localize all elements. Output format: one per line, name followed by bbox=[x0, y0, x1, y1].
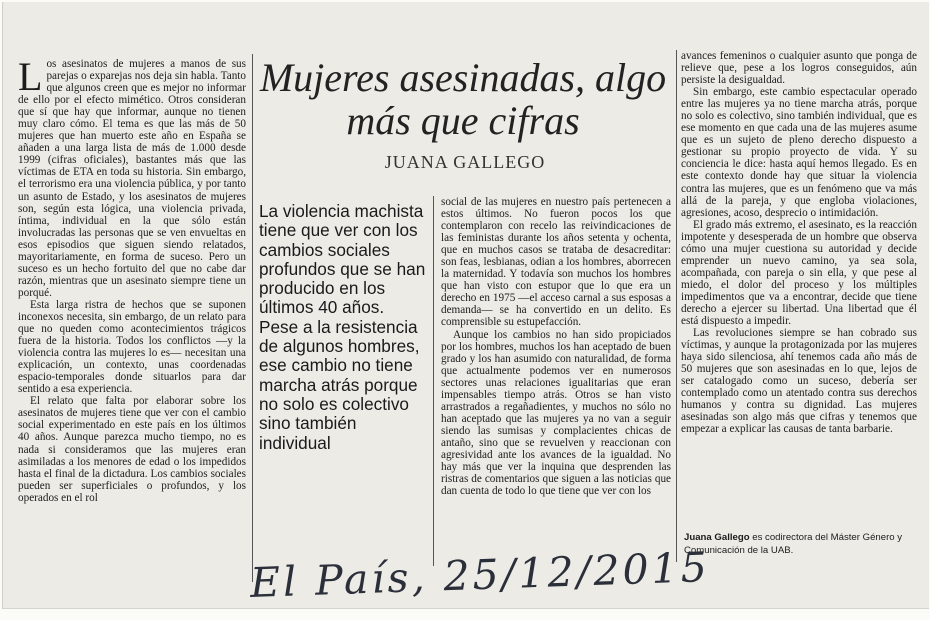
author-note bbox=[684, 531, 916, 557]
paragraph: social de las mujeres en nuestro país pertenecen a estos últimos. No fueron pocos los que contemplaron con recelo las reivindicaciones de las feministas durante los años setenta y ochenta, que en muchos casos se trataba de desacreditar: son feas, lesbianas, odian a los hombres, aborrecen la maternidad. Y todavía son muchos los hombres que han visto con estupor que lo que era un derecho en 1975 —el acceso carnal a sus esposas a demanda— se ha convertido en un delito. Es comprensible su estupefacción. bbox=[441, 196, 671, 329]
paragraph: Sin embargo, este cambio espectacular operado entre las mujeres ya no tiene marcha atrás, porque no solo es colectivo, sino también individual, que es ese momento en que cada una de las mujeres asume que es un sujeto de pleno derecho dispuesto a gestionar su propio proyecto de vida. Y su conciencia le dice: hasta aquí hemos llegado. Es en este contexto donde hay que situar la violencia contra las mujeres, que es un fenómeno que va más allá de la pareja, y que engloba violaciones, agresiones, acoso, desprecio o intimidación. bbox=[681, 86, 917, 219]
headline-line-2: más que cifras bbox=[346, 98, 580, 143]
paragraph: os asesinatos de mujeres a manos de sus parejas o exparejas nos deja sin habla. Tanto que algunos creen que es mejor no informar de ello por el efecto mimético. Otros consideran que sí que hay que informar, aunque no tienen muy claro cómo. El tema es que las más de 50 mujeres que han muerto este año en España se añaden a una larga lista de más de 1.000 desde 1999 (cifras oficiales), bastantes más que las víctimas de ETA en toda su historia. Sin embargo, el terrorismo era una violencia pública, y por tanto un asunto de Estado, y los asesinatos de mujeres son, según esta lógica, una violencia privada, íntima, individual en la que sólo están involucradas las personas que se ven envueltas en esos episodios que siguen siendo relatados, mayoritariamente, en forma de suceso. Pero un suceso es un hecho fortuito del que no cabe dar razón, mientras que un asesinato siempre tiene un porqué. bbox=[18, 58, 246, 299]
headline-line-1: Mujeres asesinadas, algo bbox=[259, 55, 667, 100]
paragraph: Aunque los cambios no han sido propiciados por los hombres, muchos los han aceptado de buen grado y los han asumido con naturalidad, de forma que actualmente podemos ver en numerosos sectores unas relaciones igualitarias que eran impensables tiempo atrás. Otros se han visto arrastrados a regañadientes, y muchos no sólo no han aceptado que las mujeres ya no van a seguir siendo las sumisas y complacientes chicas de antaño, sino que se revuelven y reaccionan con agresividad ante los avances de la igualdad. No hay más que ver la inquina que desprenden las ristras de comentarios que siguen a las noticias que dan cuenta de todo lo que tiene que ver con los bbox=[441, 328, 671, 498]
column-rule bbox=[676, 50, 677, 562]
article-column-4 bbox=[681, 50, 917, 436]
paragraph: avances femeninos o cualquier asunto que ponga de relieve que, pese a los logros conseguidos, aún persiste la desigualdad. bbox=[681, 50, 917, 87]
byline: JUANA GALLEGO bbox=[384, 152, 546, 172]
article-column-3 bbox=[441, 196, 671, 497]
column-rule bbox=[433, 196, 434, 566]
author-name: Juana Gallego bbox=[684, 532, 750, 543]
paragraph: El grado más extremo, el asesinato, es la reacción impotente y desesperada de un hombre que observa cómo una mujer cuestiona su autoridad y decide emprender un nuevo camino, ya sea sola, acompañada, con pareja o sin ella, y que pese al miedo, el dolor del proceso y los múltiples impedimentos que va a encontrar, decide que tiene derecho a ejercer su libertad. Una libertad que él está dispuesto a impedir. bbox=[681, 218, 917, 328]
author-bio: es codirectora del Máster Género y Comunicación de la UAB. bbox=[684, 532, 903, 556]
article-column-1 bbox=[18, 54, 246, 504]
paragraph: Esta larga ristra de hechos que se suponen inconexos necesita, sin embargo, de un relato para que no queden como acontecimientos trágicos fuera de la historia. Todos los conflictos —y la violencia contra las mujeres lo es— necesitan una explicación, un contexto, unas coordenadas espacio-temporales donde situarlos para dar sentido a esa experiencia. bbox=[18, 298, 246, 396]
pull-quote: La violencia machista tiene que ver con los cambios sociales profundos que se han producido en los últimos 40 años. Pese a la resistencia de algunos hombres, ese cambio no tiene marcha atrás porque no solo es colectivo sino también individual bbox=[259, 201, 426, 453]
paragraph: El relato que falta por elaborar sobre los asesinatos de mujeres tiene que ver con el cambio social experimentado en este país en los últimos 40 años. Aunque parezca mucho tiempo, no es nada si consideramos que las mujeres eran asimiladas a los menores de edad o los impedidos hasta el final de la dictadura. Los cambios sociales pueden ser superficiales o profundos, y los operados en el rol bbox=[18, 395, 246, 504]
paragraph: Las revoluciones siempre se han cobrado sus víctimas, y aunque la protagonizada por las mujeres haya sido silenciosa, ahí tenemos cada año más de 50 mujeres que son asesinadas en lo que, lejos de ser catalogado como un suceso, debería ser contemplado como un atentado contra sus derechos humanos y contra su dignidad. Las mujeres asesinadas son algo más que cifras y tenemos que empezar a explicar las causas de tanta barbarie. bbox=[681, 327, 917, 436]
drop-cap: L bbox=[18, 54, 43, 99]
handwritten-date: El País, 25/12/2015 bbox=[249, 542, 711, 608]
headline bbox=[248, 56, 678, 142]
